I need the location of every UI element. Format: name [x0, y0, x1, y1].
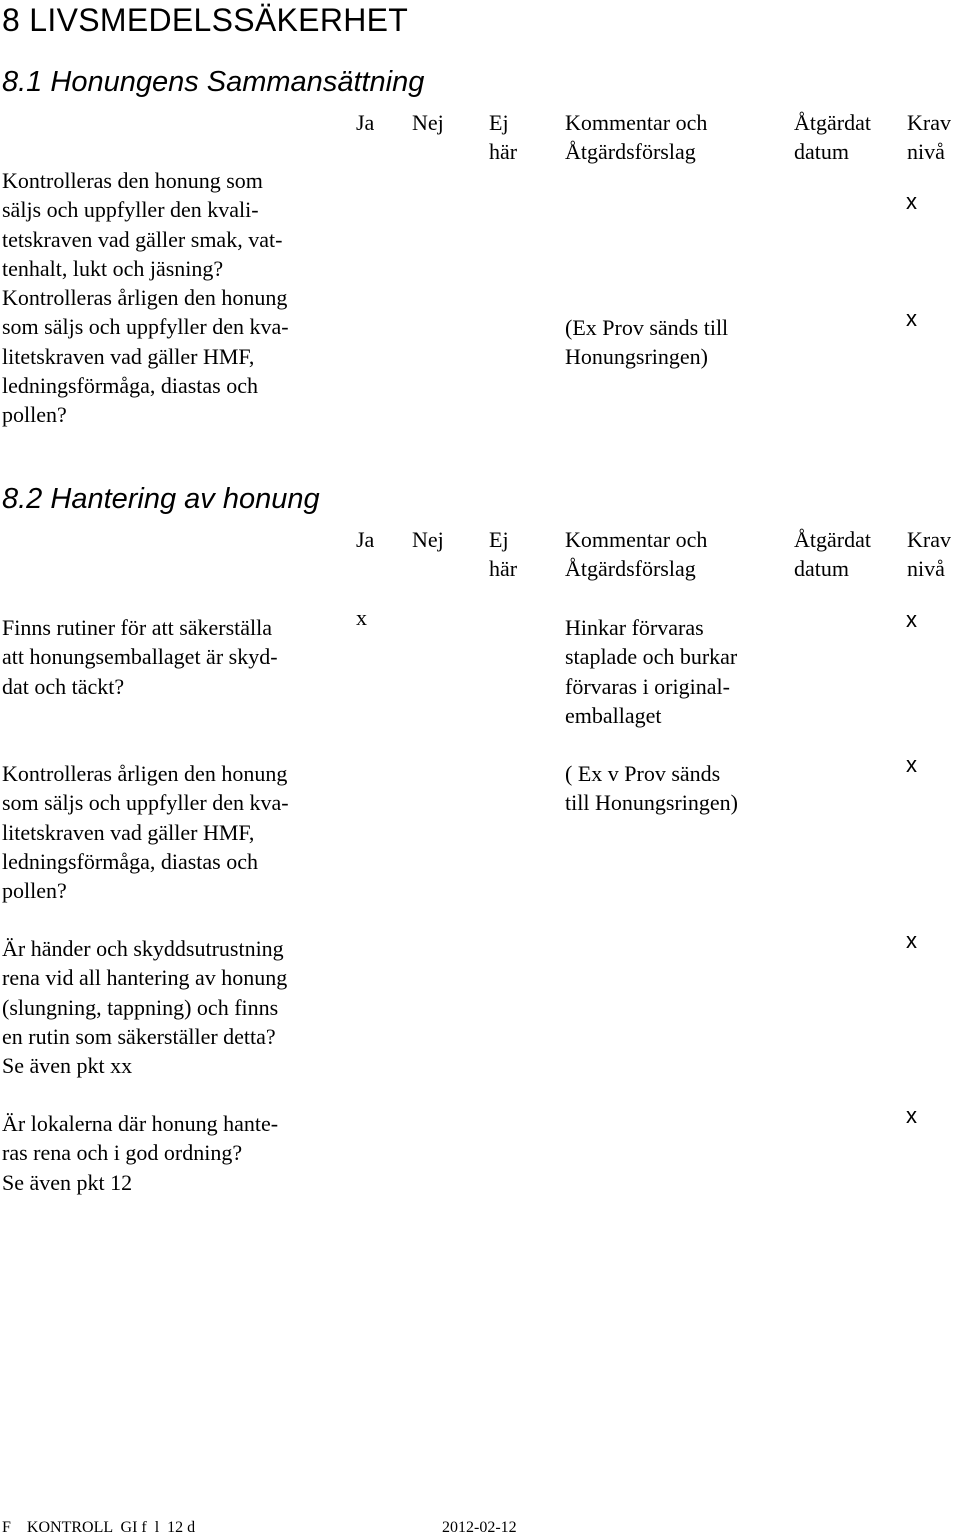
comment-text: Hinkar förvaras staplade och burkar förvaras i original- emballaget [565, 615, 738, 728]
question-text: Kontrolleras årligen den honung som säljs och uppfyller den kva- litetskraven vad gäller HMF, ledningsförmåga, diastas och pollen? [2, 285, 289, 428]
header-nej: Nej [412, 110, 444, 135]
question-text: Är lokalerna där honung hante- ras rena och i god ordning? Se även pkt 12 [2, 1111, 279, 1195]
header-ja: Ja [356, 110, 375, 135]
header-kommentar: Kommentar och Åtgärdsförslag [565, 527, 708, 582]
comment-text: ( Ex v Prov sänds till Honungsringen) [565, 761, 738, 816]
ja-mark: x [356, 605, 367, 630]
header-ej-har: Ej här [489, 527, 518, 582]
footer-date: 2012-02-12 [442, 1519, 517, 1536]
question-text: Kontrolleras årligen den honung som säljs och uppfyller den kva- litetskraven vad gäller HMF, ledningsförmåga, diastas och pollen? [2, 761, 289, 904]
footer-left: F KONTROLL GI f l 12 d [2, 1519, 196, 1536]
krav-mark: x [906, 928, 917, 953]
header-ja: Ja [356, 527, 375, 552]
header-atgardat: Åtgärdat datum [794, 527, 871, 582]
header-krav: Krav nivå [907, 527, 951, 582]
header-atgardat: Åtgärdat datum [794, 110, 871, 165]
section-title-8-1: 8.1 Honungens Sammansättning [2, 66, 425, 98]
question-text: Finns rutiner för att säkerställa att honungsemballaget är skyd- dat och täckt? [2, 615, 278, 699]
krav-mark: x [906, 189, 917, 214]
page-title: 8 LIVSMEDELSSÄKERHET [2, 2, 409, 38]
header-nej: Nej [412, 527, 444, 552]
header-krav: Krav nivå [907, 110, 951, 165]
section-title-8-2: 8.2 Hantering av honung [2, 483, 320, 515]
krav-mark: x [906, 607, 917, 632]
comment-text: (Ex Prov sänds till Honungsringen) [565, 315, 729, 370]
header-kommentar: Kommentar och Åtgärdsförslag [565, 110, 708, 165]
krav-mark: x [906, 306, 917, 331]
question-text: Är händer och skyddsutrustning rena vid all hantering av honung (slungning, tappning) och finns en rutin som säkerställer detta? Se även pkt xx [2, 936, 288, 1079]
krav-mark: x [906, 752, 917, 777]
question-text: Kontrolleras den honung som säljs och uppfyller den kvali- tetskraven vad gäller smak, vat- tenhalt, lukt och jäsning? [2, 168, 283, 281]
header-ej-har: Ej här [489, 110, 518, 165]
krav-mark: x [906, 1103, 917, 1128]
